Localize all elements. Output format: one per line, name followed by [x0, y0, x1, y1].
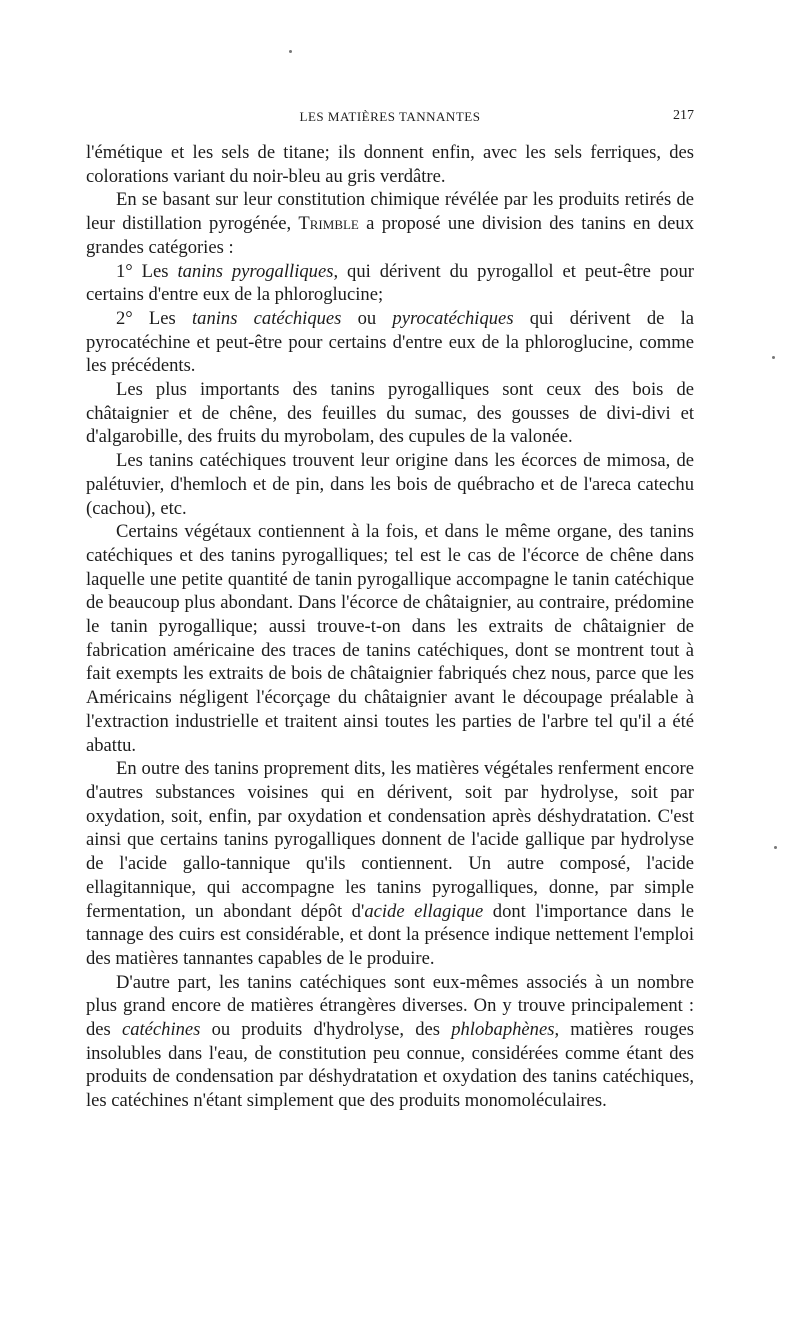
- text-run: dont l'importance dans le tannage des cuirs est considérable, et dont la présence indique nettement l'emploi des matières tannantes capables de le produire.: [86, 900, 694, 969]
- author-name: Trimble: [298, 213, 359, 235]
- paragraph: [86, 757, 694, 970]
- paragraph: [86, 188, 694, 259]
- paragraph: [86, 971, 694, 1113]
- running-head: [86, 106, 694, 130]
- italic-term: tanins catéchiques: [191, 307, 342, 329]
- text-run: l'émétique et les sels de titane; ils donnent enfin, avec les sels ferriques, des colorations variant du noir-bleu au gris verdâtre.: [86, 142, 694, 187]
- text-run: 1° Les: [116, 260, 178, 282]
- paragraph: [86, 378, 694, 449]
- text-run: ou: [341, 307, 393, 329]
- speck-mark: [289, 50, 292, 53]
- text-run: D'autre part, les tanins catéchiques sont eux-mêmes associés à un nombre plus grand encore de matières étrangères diverses. On y trouve principalement : des: [86, 971, 694, 1041]
- speck-mark: [772, 356, 775, 359]
- text-run: Les tanins catéchiques trouvent leur origine dans les écorces de mimosa, de palétuvier, d'hemloch et de pin, dans les bois de québracho et de l'areca catechu (cachou), etc.: [86, 450, 694, 519]
- text-run: 2° Les: [116, 307, 192, 329]
- text-run: , matières rouges insolubles dans l'eau, de constitution peu connue, considérées comme étant des produits de condensation par déshydratation et oxydation des tanins catéchiques, les catéchines n'étant simplement que des produits monomoléculaires.: [86, 1019, 695, 1112]
- text-run: En outre des tanins proprement dits, les matières végétales renferment encore d'autres substances voisines qui en dérivent, soit par hydrolyse, soit par oxydation, soit, enfin, par oxydation et condensation après déshydratation. C'est ainsi que certains tanins pyrogalliques donnent de l'acide gallique par hydrolyse de l'acide gallo-tannique qu'ils contiennent. Un autre composé, l'acide ellagitannique, qui accompagne les tanins pyrogalliques, donne, par simple fermentation, un abondant dépôt d': [86, 758, 694, 922]
- paragraph: [86, 141, 694, 188]
- italic-term: tanins pyrogalliques: [177, 260, 334, 282]
- text-run: qui dérivent de la pyrocatéchine et peut-être pour certains d'entre eux de la phloroglucine, comme les précédents.: [86, 307, 694, 377]
- running-title: LES MATIÈRES TANNANTES: [299, 109, 481, 124]
- paragraph: [86, 520, 694, 757]
- text-run: ou produits d'hydrolyse, des: [200, 1019, 452, 1041]
- text-run: , qui dérivent du pyrogallol et peut-être pour certains d'entre eux de la phloroglucine;: [86, 260, 694, 306]
- italic-term: catéchines: [121, 1019, 201, 1041]
- page-number: 217: [673, 108, 694, 123]
- paragraph: [86, 260, 694, 307]
- text-run: En se basant sur leur constitution chimique révélée par les produits retirés de leur distillation pyrogénée,: [86, 189, 694, 235]
- text-run: Les plus importants des tanins pyrogalliques sont ceux des bois de châtaignier et de chêne, des feuilles du sumac, des gousses de divi-divi et d'algarobille, des fruits du myrobolam, des cupules de la valonée.: [86, 379, 694, 448]
- italic-term: acide ellagique: [364, 900, 484, 922]
- paragraph: [86, 449, 694, 520]
- text-run: Certains végétaux contiennent à la fois, et dans le même organe, des tanins catéchiques et des tanins pyrogalliques; tel est le cas de l'écorce de chêne dans laquelle une petite quantité de tanin pyrogallique accompagne le tanin catéchique de beaucoup plus abondant. Dans l'écorce de châtaignier, au contraire, prédomine le tanin pyrogallique; aussi trouve-t-on dans les extraits de châtaignier de fabrication américaine des traces de tanins catéchiques, dont se montrent tout à fait exempts les extraits de bois de châtaignier fabriqués chez nous, parce que les Américains négligent l'écorçage du châtaignier avant le découpage préalable à l'extraction industrielle et traitent ainsi toutes les parties de l'arbre tel qu'il a été abattu.: [86, 521, 694, 756]
- paragraph: [86, 307, 694, 378]
- italic-term: phlobaphènes: [451, 1019, 555, 1041]
- body-text: [86, 141, 694, 1113]
- italic-term: pyrocatéchiques: [392, 307, 514, 329]
- text-run: a proposé une division des tanins en deux grandes catégories :: [86, 213, 694, 258]
- speck-mark: [774, 846, 777, 849]
